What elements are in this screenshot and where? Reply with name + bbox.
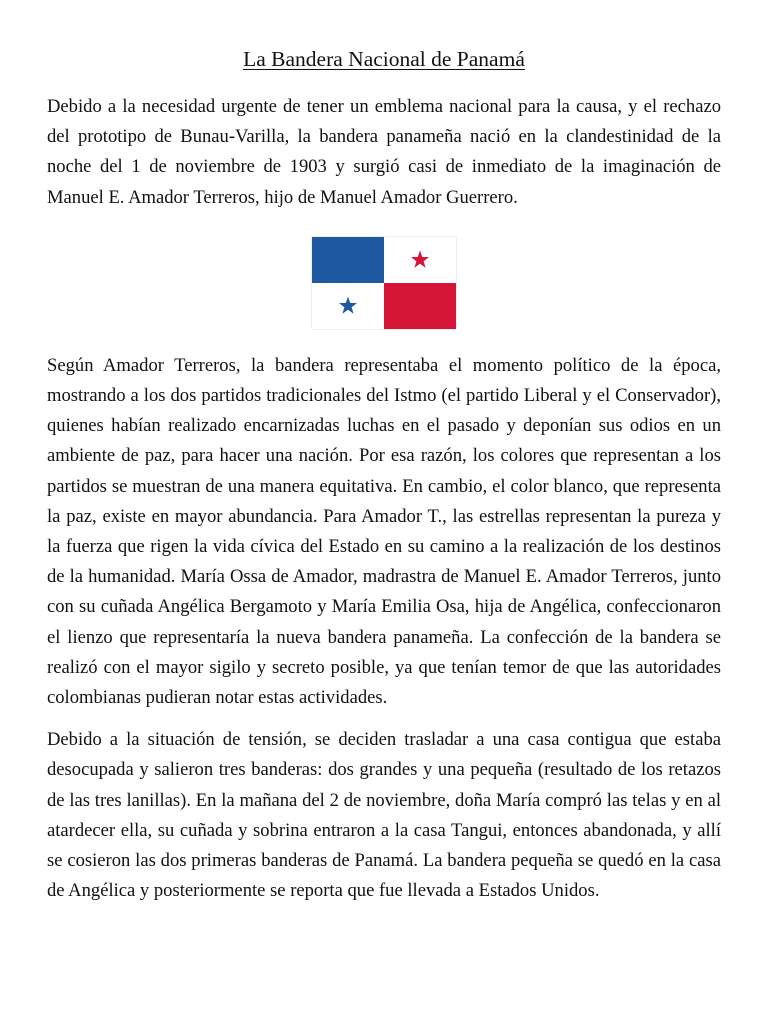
paragraph-intro: Debido a la necesidad urgente de tener un emblema nacional para la causa, y el rechazo del prototipo de Bunau-Varilla, la bandera panameña nació en la clandestinidad de la noche del 1 de noviembre de 1903 y surgió casi de inmediato de la imaginación de Manuel E. Amador Terreros, hijo de Manuel Amador Guerrero. bbox=[47, 96, 721, 208]
flag-figure bbox=[47, 237, 721, 329]
page-title-text: La Bandera Nacional de Panamá bbox=[243, 47, 525, 71]
page-title bbox=[47, 44, 721, 74]
paragraph-spacer bbox=[47, 713, 721, 725]
paragraph-sewing: Debido a la situación de tensión, se deciden trasladar a una casa contigua que estaba desocupada y salieron tres banderas: dos grandes y una pequeña (resultado de los retazos de las tres lanillas). En la mañana del 2 de noviembre, doña María compró las telas y en al atardecer ella, su cuñada y sobrina entraron a la casa Tangui, entonces abandonada, y allí se cosieron las dos primeras banderas de Panamá. La bandera pequeña se quedó en la casa de Angélica y posteriormente se reporta que fue llevada a Estados Unidos. bbox=[47, 729, 721, 902]
paragraph-symbolism: Según Amador Terreros, la bandera representaba el momento político de la época, mostrando a los dos partidos tradicionales del Istmo (el partido Liberal y el Conservador), quienes habían realizado encarnizadas luchas en el pasado y deponían sus odios en un ambiente de paz, para hacer una nación. Por esa razón, los colores que representan a los partidos se muestran de una manera equitativa. En cambio, el color blanco, que representa la paz, existe en mayor abundancia. Para Amador T., las estrellas representan la pureza y la fuerza que rigen la vida cívica del Estado en su camino a la realización de los destinos de la humanidad. María Ossa de Amador, madrastra de Manuel E. Amador Terreros, junto con su cuñada Angélica Bergamoto y María Emilia Osa, hija de Angélica, confeccionaron el lienzo que representaría la nueva bandera panameña. La confección de la bandera se realizó con el mayor sigilo y secreto posible, ya que tenían temor de que las autoridades colombianas pudieran notar estas actividades. bbox=[47, 354, 721, 709]
flag-blue-quarter bbox=[312, 237, 384, 283]
document-page bbox=[47, 44, 721, 906]
flag-red-quarter bbox=[384, 283, 456, 329]
panama-flag-image bbox=[312, 237, 456, 329]
